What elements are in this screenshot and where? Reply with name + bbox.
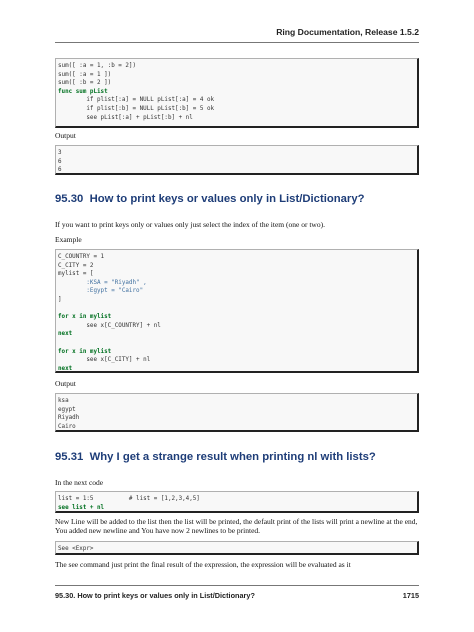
section-intro: In the next code	[55, 478, 104, 487]
code-block-see-syntax	[55, 541, 419, 555]
code-block-dictionary	[55, 249, 419, 373]
code-line: for x in mylist	[58, 314, 112, 321]
output-line: Cairo	[58, 423, 76, 430]
code-block-sum	[55, 58, 419, 128]
code-line: next	[58, 365, 73, 372]
section-intro: If you want to print keys only or values only just select the index of the item (one or two).	[55, 220, 325, 229]
output-label: Output	[55, 131, 76, 140]
header-rule	[55, 42, 419, 43]
output-line: 3	[58, 150, 62, 156]
code-line: see pList[:a] + pList[:b] + nl	[58, 114, 193, 121]
section-heading-95-30: 95.30 How to print keys or values only in List/Dictionary?	[55, 193, 365, 205]
code-line: C_COUNTRY = 1	[58, 254, 105, 260]
output-line: Riyadh	[58, 415, 80, 422]
section-heading-95-31: 95.31 Why I get a strange result when printing nl with lists?	[55, 451, 376, 463]
output-block-1	[55, 145, 419, 175]
code-line: see list + nl	[58, 504, 105, 511]
code-line: if plist[:a] = NULL pList[:a] = 4 ok	[58, 97, 215, 104]
code-line: func sum pList	[58, 88, 108, 95]
explanation-paragraph-2: The see command just print the final result of the expression, the expression will be evaluated as it	[55, 560, 351, 569]
code-line: if plist[:b] = NULL pList[:b] = 5 ok	[58, 105, 215, 112]
code-line: for x in mylist	[58, 348, 112, 355]
code-line: :Egypt = "Cairo"	[58, 288, 144, 295]
output-line: egypt	[58, 406, 76, 413]
code-line: sum([ :a = 1 ])	[58, 71, 112, 78]
code-line: next	[58, 331, 73, 338]
code-block-nl-list	[55, 491, 419, 513]
code-line: see x[C_CITY] + nl	[58, 357, 151, 364]
code-line: mylist = [	[58, 271, 94, 278]
code-line	[58, 305, 414, 314]
code-line	[58, 339, 414, 348]
code-line: :KSA = "Riyadh" ,	[58, 279, 147, 286]
code-line: sum([ :a = 1, :b = 2])	[58, 63, 137, 69]
output-block-2	[55, 393, 419, 432]
explanation-paragraph: New Line will be added to the list then the list will be printed, the default print of the lists will print a newline at the end, You added new newline and You have now 2 newlines to be printed.	[55, 517, 418, 536]
running-header: Ring Documentation, Release 1.5.2	[276, 27, 419, 37]
output-label: Output	[55, 379, 76, 388]
output-line: 6	[58, 158, 62, 165]
code-line: sum([ :b = 2 ])	[58, 80, 112, 87]
code-line: See <Expr>	[58, 546, 94, 552]
footer-rule	[55, 585, 419, 586]
output-line: ksa	[58, 398, 69, 404]
code-line: C_CITY = 2	[58, 262, 94, 269]
footer-section-title: 95.30. How to print keys or values only in List/Dictionary?	[55, 591, 255, 600]
code-line: ]	[58, 296, 62, 303]
code-line: see x[C_COUNTRY] + nl	[58, 322, 161, 329]
example-label: Example	[55, 235, 82, 244]
code-line: list = 1:5 # list = [1,2,3,4,5]	[58, 496, 200, 502]
page-number: 1715	[402, 591, 419, 600]
output-line: 6	[58, 167, 62, 174]
